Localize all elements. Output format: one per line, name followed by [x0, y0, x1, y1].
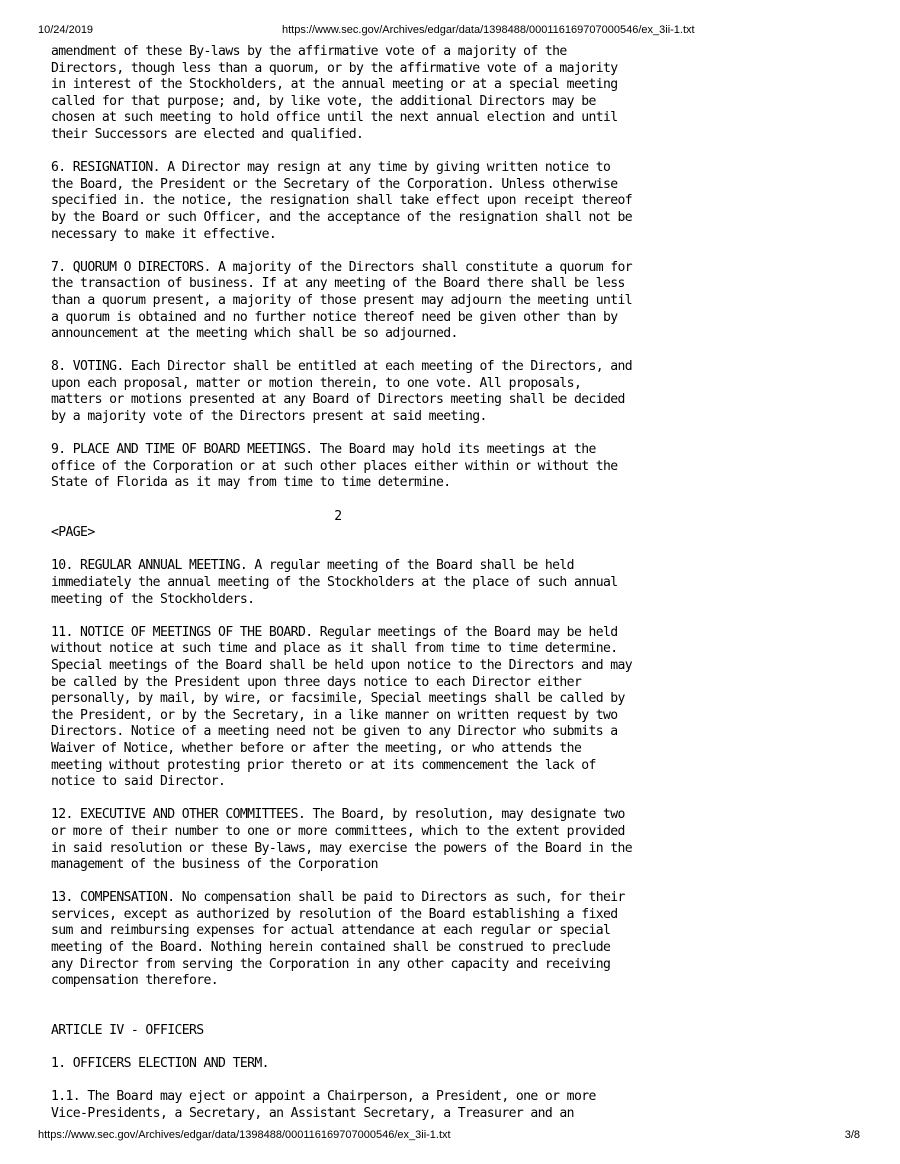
blank-line [51, 492, 632, 509]
document-line: amendment of these By-laws by the affirmative vote of a majority of the [51, 44, 567, 59]
document-line: Waiver of Notice, whether before or after the meeting, or who attends the [51, 740, 582, 756]
blank-line [51, 608, 632, 625]
document-line: State of Florida as it may from time to time determine. [51, 475, 451, 491]
document-line: immediately the annual meeting of the Stockholders at the place of such annual [51, 575, 618, 590]
document-line: 2 [51, 508, 342, 524]
document-line: Directors, though less than a quorum, or by the affirmative vote of a majority [51, 60, 618, 76]
document-line: meeting of the Stockholders. [51, 591, 255, 607]
blank-line [51, 990, 632, 1007]
document-line: management of the business of the Corporation [51, 857, 378, 873]
document-line: be called by the President upon three days notice to each Director either [51, 674, 582, 690]
document-line: without notice at such time and place as it shall from time to time determine. [51, 641, 618, 657]
document-line: <PAGE> [51, 525, 95, 541]
document-line: or more of their number to one or more committees, which to the extent provided [51, 823, 625, 839]
document-line: called for that purpose; and, by like vote, the additional Directors may be [51, 93, 596, 109]
document-line: chosen at such meeting to hold office until the next annual election and until [51, 110, 618, 126]
document-line: 12. EXECUTIVE AND OTHER COMMITTEES. The Board, by resolution, may designate two [51, 807, 625, 823]
page-number: 3/8 [844, 1129, 860, 1141]
document-line: their Successors are elected and qualified. [51, 126, 364, 142]
document-line: by a majority vote of the Directors present at said meeting. [51, 409, 487, 425]
document-line: the Board, the President or the Secretary of the Corporation. Unless otherwise [51, 176, 618, 192]
blank-line [51, 874, 632, 891]
document-line: services, except as authorized by resolution of the Board establishing a fixed [51, 906, 618, 922]
blank-line [51, 243, 632, 260]
document-line: 9. PLACE AND TIME OF BOARD MEETINGS. The Board may hold its meetings at the [51, 442, 596, 458]
document-line: meeting without protesting prior thereto or at its commencement the lack of [51, 757, 596, 773]
document-line: meeting of the Board. Nothing herein contained shall be construed to preclude [51, 940, 611, 956]
document-line: the President, or by the Secretary, in a like manner on written request by two [51, 707, 618, 723]
document-line: 7. QUORUM O DIRECTORS. A majority of the Directors shall constitute a quorum for [51, 259, 633, 275]
document-line: in interest of the Stockholders, at the annual meeting or at a special meeting [51, 77, 618, 93]
print-footer-url: https://www.sec.gov/Archives/edgar/data/1398488/000116169707000546/ex_3ii-1.txt [38, 1129, 451, 1141]
document-line: than a quorum present, a majority of those present may adjourn the meeting until [51, 292, 633, 308]
document-line: specified in. the notice, the resignation shall take effect upon receipt thereof [51, 193, 633, 209]
document-line: by the Board or such Officer, and the acceptance of the resignation shall not be [51, 209, 633, 225]
document-line: necessary to make it effective. [51, 226, 277, 242]
document-line: any Director from serving the Corporation in any other capacity and receiving [51, 956, 611, 972]
document-line: compensation therefore. [51, 973, 219, 989]
blank-line [51, 791, 632, 808]
blank-line [51, 144, 632, 161]
blank-line [51, 343, 632, 360]
blank-line [51, 1006, 632, 1023]
document-line: matters or motions presented at any Board of Directors meeting shall be decided [51, 392, 625, 408]
print-header-url: https://www.sec.gov/Archives/edgar/data/1398488/000116169707000546/ex_3ii-1.txt [282, 24, 695, 36]
document-line: upon each proposal, matter or motion therein, to one vote. All proposals, [51, 375, 582, 391]
blank-line [51, 542, 632, 559]
document-line: a quorum is obtained and no further notice thereof need be given other than by [51, 309, 618, 325]
document-line: 1.1. The Board may eject or appoint a Chairperson, a President, one or more [51, 1089, 596, 1105]
document-line: office of the Corporation or at such other places either within or without the [51, 458, 618, 474]
document-line: 11. NOTICE OF MEETINGS OF THE BOARD. Regular meetings of the Board may be held [51, 624, 618, 640]
document-line: ARTICLE IV - OFFICERS [51, 1023, 204, 1039]
document-line: notice to said Director. [51, 774, 226, 790]
document-line: Special meetings of the Board shall be held upon notice to the Directors and may [51, 657, 633, 673]
document-body [51, 44, 632, 1123]
blank-line [51, 426, 632, 443]
document-line: announcement at the meeting which shall be so adjourned. [51, 326, 458, 342]
document-line: 1. OFFICERS ELECTION AND TERM. [51, 1056, 269, 1072]
document-line: 10. REGULAR ANNUAL MEETING. A regular meeting of the Board shall be held [51, 558, 574, 574]
document-line: 8. VOTING. Each Director shall be entitled at each meeting of the Directors, and [51, 359, 633, 375]
document-line: 6. RESIGNATION. A Director may resign at any time by giving written notice to [51, 160, 611, 176]
document-line: Directors. Notice of a meeting need not be given to any Director who submits a [51, 724, 618, 740]
document-line: 13. COMPENSATION. No compensation shall be paid to Directors as such, for their [51, 890, 625, 906]
print-header-date: 10/24/2019 [38, 24, 94, 36]
document-line: Vice-Presidents, a Secretary, an Assistant Secretary, a Treasurer and an [51, 1106, 574, 1121]
document-line: in said resolution or these By-laws, may exercise the powers of the Board in the [51, 840, 633, 856]
blank-line [51, 1040, 632, 1057]
document-line: the transaction of business. If at any meeting of the Board there shall be less [51, 276, 625, 292]
document-line: personally, by mail, by wire, or facsimile, Special meetings shall be called by [51, 691, 625, 707]
blank-line [51, 1073, 632, 1090]
document-line: sum and reimbursing expenses for actual attendance at each regular or special [51, 923, 611, 939]
